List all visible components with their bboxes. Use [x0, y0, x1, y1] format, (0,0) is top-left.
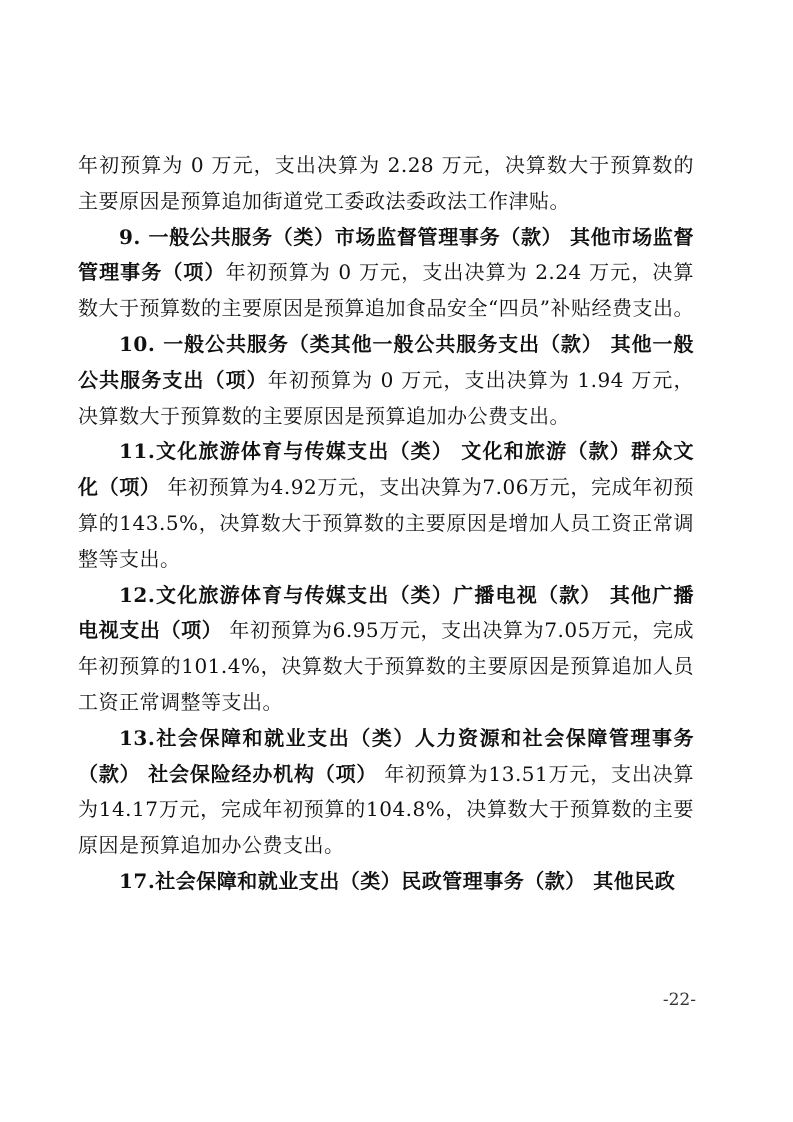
paragraph-6-heading: 13.社会保障和就业支出（类）人力资源和社会保障管理事务（款） 社会保险经办机构（项） [78, 725, 694, 786]
paragraph-3 [78, 327, 694, 434]
paragraph-1 [78, 148, 694, 220]
paragraph-4 [78, 434, 694, 577]
paragraph-1-text: 年初预算为 0 万元，支出决算为 2.28 万元，决算数大于预算数的主要原因是预算追加街道党工委政法委政法工作津贴。 [78, 153, 694, 213]
paragraph-5-heading: 12.文化旅游体育与传媒支出（类）广播电视（款） 其他广播电视支出（项） [78, 582, 694, 643]
paragraph-2-text: 年初预算为 0 万元，支出决算为 2.24 万元，决算数大于预算数的主要原因是预算追加食品安全“四员”补贴经费支出。 [78, 260, 694, 321]
paragraph-3-heading: 10. 一般公共服务（类其他一般公共服务支出（款） 其他一般公共服务支出（项） [78, 331, 694, 392]
paragraph-5-text: 年初预算为6.95万元，支出决算为7.05万元，完成年初预算的101.4%，决算数大于预算数的主要原因是预算追加人员工资正常调整等支出。 [78, 618, 695, 714]
paragraph-4-heading: 11.文化旅游体育与传媒支出（类） 文化和旅游（款）群众文化（项） [78, 439, 694, 500]
paragraph-5 [78, 578, 694, 721]
page-number: -22- [662, 990, 696, 1010]
paragraph-3-text: 年初预算为 0 万元，支出决算为 1.94 万元，决算数大于预算数的主要原因是预算追加办公费支出。 [78, 367, 695, 428]
paragraph-4-text: 年初预算为4.92万元，支出决算为7.06万元，完成年初预算的143.5%，决算数大于预算数的主要原因是增加人员工资正常调整等支出。 [78, 475, 694, 571]
paragraph-7 [78, 864, 694, 900]
paragraph-7-heading: 17.社会保障和就业支出（类）民政管理事务（款） 其他民政 [119, 868, 676, 893]
paragraph-2-heading: 9. 一般公共服务（类）市场监督管理事务（款） 其他市场监督管理事务（项） [78, 224, 694, 285]
paragraph-6 [78, 721, 694, 864]
paragraph-2 [78, 220, 694, 327]
paragraph-6-text: 年初预算为13.51万元，支出决算为14.17万元，完成年初预算的104.8%，决算数大于预算数的主要原因是预算追加办公费支出。 [78, 761, 694, 858]
document-body [78, 148, 694, 900]
